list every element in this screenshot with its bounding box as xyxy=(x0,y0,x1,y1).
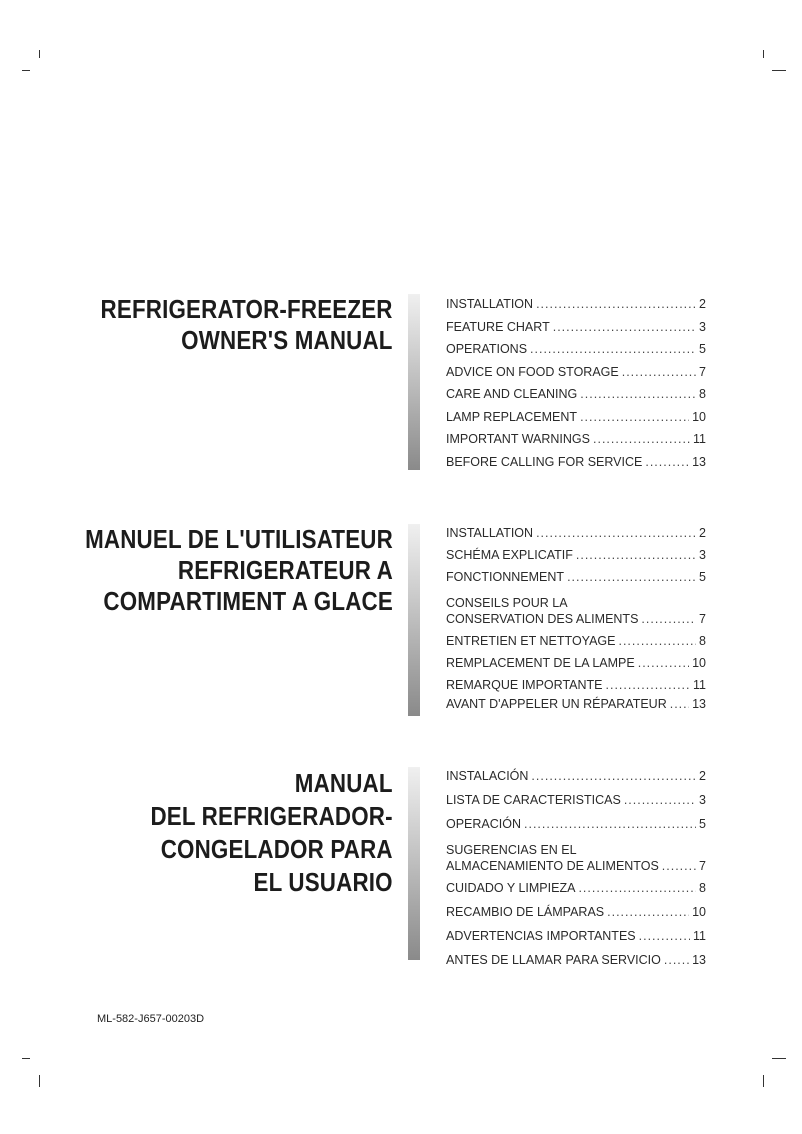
leader-dots xyxy=(662,859,696,874)
crop-mark-top-left-vertical xyxy=(39,50,40,58)
title-line: OWNER'S MANUAL xyxy=(181,325,393,355)
toc-entry xyxy=(446,817,706,832)
toc-page-number: 10 xyxy=(692,905,706,919)
toc-entry xyxy=(446,320,706,335)
gradient-bar xyxy=(408,294,420,470)
toc-entry xyxy=(446,548,706,563)
crop-mark-top-right-vertical xyxy=(763,50,764,58)
table-of-contents xyxy=(446,526,706,712)
toc-label: BEFORE CALLING FOR SERVICE xyxy=(446,454,643,469)
crop-mark-bottom-right-vertical xyxy=(763,1075,764,1087)
toc-entry xyxy=(446,656,706,671)
title-line: MANUAL xyxy=(295,768,393,798)
toc-page-number: 8 xyxy=(699,387,706,401)
toc-entry xyxy=(446,297,706,312)
toc-page-number: 8 xyxy=(699,634,706,648)
title-line: MANUEL DE L'UTILISATEUR xyxy=(85,524,393,554)
table-of-contents xyxy=(446,769,706,968)
toc-page-number: 13 xyxy=(692,697,706,711)
section-title xyxy=(85,524,393,617)
crop-mark-top-left-horizontal xyxy=(22,70,30,71)
toc-entry xyxy=(446,634,706,649)
toc-entry xyxy=(446,678,706,693)
toc-label-line: SUGERENCIAS EN EL xyxy=(446,843,577,857)
toc-label: INSTALACIÓN xyxy=(446,769,529,783)
toc-entry xyxy=(446,881,706,896)
toc-label: ADVERTENCIAS IMPORTANTES xyxy=(446,929,636,943)
toc-page-number: 11 xyxy=(693,432,706,446)
toc-entry xyxy=(446,905,706,920)
leader-dots xyxy=(624,793,696,808)
leader-dots xyxy=(524,817,696,832)
toc-label-line: CONSERVATION DES ALIMENTS xyxy=(446,612,639,626)
leader-dots xyxy=(553,320,696,335)
title-line: EL USUARIO xyxy=(253,867,393,897)
section-title xyxy=(151,767,393,899)
toc-label: OPERATIONS xyxy=(446,342,528,356)
toc-label: IMPORTANT WARNINGS xyxy=(446,432,590,446)
toc-entry xyxy=(446,570,706,585)
toc-entry xyxy=(446,342,706,357)
toc-label: FONCTIONNEMENT xyxy=(446,570,565,584)
toc-entry xyxy=(446,387,706,402)
toc-label: INSTALLATION xyxy=(446,297,534,311)
leader-dots xyxy=(580,387,696,402)
leader-dots xyxy=(536,297,696,312)
section-title xyxy=(101,294,393,356)
toc-page-number: 7 xyxy=(699,612,706,626)
toc-entry xyxy=(446,595,706,627)
toc-page-number: 2 xyxy=(699,769,706,783)
toc-label: CARE AND CLEANING xyxy=(446,387,578,401)
toc-page-number: 3 xyxy=(699,793,706,807)
leader-dots xyxy=(580,410,689,425)
leader-dots xyxy=(670,697,689,712)
document-code: ML-582-J657-00203D xyxy=(97,1013,205,1025)
toc-page-number: 3 xyxy=(699,548,706,562)
title-line: COMPARTIMENT A GLACE xyxy=(103,586,394,616)
toc-entry xyxy=(446,793,706,808)
toc-page-number: 8 xyxy=(699,881,706,895)
toc-label: ENTRETIEN ET NETTOYAGE xyxy=(446,634,616,648)
toc-page-number: 7 xyxy=(699,859,706,873)
leader-dots xyxy=(536,526,696,541)
toc-label: SCHÉMA EXPLICATIF xyxy=(446,548,573,562)
leader-dots xyxy=(530,342,696,357)
toc-entry xyxy=(446,929,706,944)
toc-label-line: ALMACENAMIENTO DE ALIMENTOS xyxy=(446,859,659,873)
toc-label: ANTES DE LLAMAR PARA SERVICIO xyxy=(446,953,661,967)
leader-dots xyxy=(645,455,689,470)
leader-dots xyxy=(639,929,690,944)
toc-label: LISTA DE CARACTERISTICAS xyxy=(446,793,621,807)
title-line: REFRIGERATEUR A xyxy=(177,555,393,585)
crop-mark-bottom-right-horizontal xyxy=(772,1058,786,1059)
toc-label: FEATURE CHART xyxy=(446,319,550,334)
gradient-bar xyxy=(408,524,420,716)
title-line: CONGELADOR PARA xyxy=(161,834,393,864)
leader-dots xyxy=(641,612,696,627)
toc-label: CUIDADO Y LIMPIEZA xyxy=(446,881,576,895)
leader-dots xyxy=(576,548,696,563)
toc-label-line: CONSEILS POUR LA xyxy=(446,596,568,610)
crop-mark-bottom-left-horizontal xyxy=(22,1058,30,1059)
toc-page-number: 7 xyxy=(699,364,706,379)
toc-entry xyxy=(446,432,706,447)
toc-page-number: 13 xyxy=(692,454,706,469)
gradient-bar xyxy=(408,767,420,960)
toc-page-number: 13 xyxy=(692,953,706,967)
toc-entry xyxy=(446,365,706,380)
toc-label: ADVICE ON FOOD STORAGE xyxy=(446,364,619,379)
leader-dots xyxy=(531,769,696,784)
toc-page-number: 2 xyxy=(699,526,706,540)
leader-dots xyxy=(664,953,689,968)
toc-page-number: 5 xyxy=(699,570,706,584)
toc-entry xyxy=(446,769,706,784)
toc-label: AVANT D'APPELER UN RÉPARATEUR xyxy=(446,697,667,711)
toc-entry xyxy=(446,410,706,425)
toc-page-number: 5 xyxy=(699,342,706,356)
crop-mark-bottom-left-vertical xyxy=(39,1075,40,1087)
toc-label: LAMP REPLACEMENT xyxy=(446,409,578,424)
toc-label: REMPLACEMENT DE LA LAMPE xyxy=(446,656,635,670)
toc-page-number: 11 xyxy=(693,678,706,692)
title-line: DEL REFRIGERADOR- xyxy=(150,801,393,831)
crop-mark-top-right-horizontal xyxy=(772,70,786,71)
leader-dots xyxy=(567,570,696,585)
toc-entry xyxy=(446,526,706,541)
toc-page-number: 10 xyxy=(692,656,706,670)
leader-dots xyxy=(618,634,696,649)
leader-dots xyxy=(606,678,691,693)
leader-dots xyxy=(638,656,689,671)
toc-page-number: 3 xyxy=(699,319,706,334)
toc-entry xyxy=(446,455,706,470)
toc-label: RECAMBIO DE LÁMPARAS xyxy=(446,905,605,919)
title-line: REFRIGERATOR-FREEZER xyxy=(100,294,393,324)
table-of-contents xyxy=(446,297,706,470)
toc-page-number: 10 xyxy=(692,409,706,424)
toc-page-number: 5 xyxy=(699,817,706,831)
leader-dots xyxy=(622,365,696,380)
leader-dots xyxy=(607,905,689,920)
toc-label: INSTALLATION xyxy=(446,526,534,540)
toc-page-number: 2 xyxy=(699,297,706,311)
toc-page-number: 11 xyxy=(693,929,706,943)
toc-label: OPERACIÓN xyxy=(446,817,522,831)
toc-entry xyxy=(446,842,706,874)
leader-dots xyxy=(593,432,690,447)
toc-entry xyxy=(446,697,706,712)
toc-label: REMARQUE IMPORTANTE xyxy=(446,678,603,692)
leader-dots xyxy=(578,881,696,896)
toc-entry xyxy=(446,953,706,968)
